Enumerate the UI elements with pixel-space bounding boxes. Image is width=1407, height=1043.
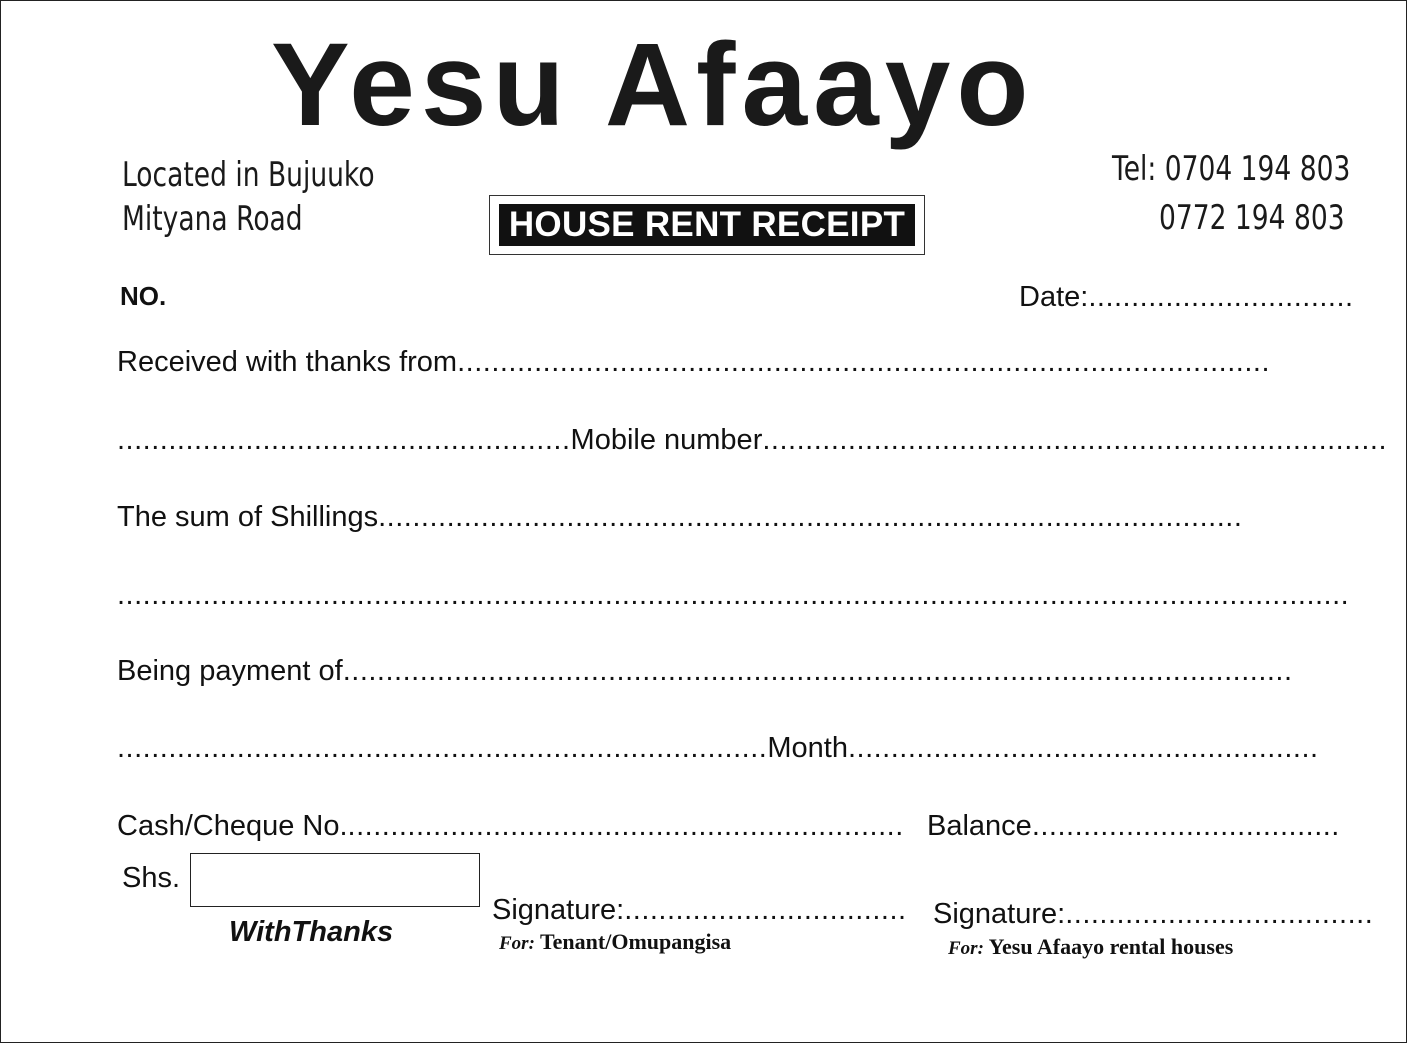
- address-line-1: Located in Bujuuko: [122, 155, 375, 195]
- received-from-field[interactable]: Received with thanks from...............................................................................................: [117, 346, 1271, 378]
- sum-shillings-continuation-field[interactable]: ................................................................................................................................................: [117, 579, 1350, 611]
- tenant-signature-field[interactable]: Signature:.................................: [492, 894, 907, 926]
- receipt-banner-frame: [489, 195, 925, 255]
- with-thanks-text: WithThanks: [229, 916, 394, 948]
- cash-cheque-field[interactable]: Cash/Cheque No..................................................................: [117, 810, 904, 842]
- tenant-for-label: For:: [499, 933, 535, 954]
- landlord-for-label: For:: [948, 938, 984, 959]
- sum-shillings-field[interactable]: The sum of Shillings.....................................................................................................: [117, 501, 1243, 533]
- payment-of-field[interactable]: Being payment of...............................................................................................................: [117, 655, 1293, 687]
- date-field[interactable]: Date:...............................: [1019, 281, 1354, 313]
- landlord-signature-label: Signature:: [933, 898, 1066, 930]
- month-field[interactable]: ............................................................................Month.......................................................: [117, 732, 1319, 764]
- received-from-label: Received with thanks from: [117, 346, 458, 378]
- balance-field[interactable]: Balance....................................: [927, 810, 1340, 842]
- landlord-caption: [948, 934, 1233, 960]
- tenant-name: Tenant/Omupangisa: [540, 929, 732, 954]
- cash-cheque-label: Cash/Cheque No.: [117, 810, 348, 842]
- telephone-line-1: Tel: 0704 194 803: [1112, 149, 1351, 189]
- telephone-line-2: 0772 194 803: [1159, 198, 1345, 238]
- balance-label: Balance: [927, 810, 1032, 842]
- sum-shillings-label: The sum of Shillings: [117, 501, 379, 533]
- landlord-name: Yesu Afaayo rental houses: [988, 934, 1234, 959]
- tenant-caption: [499, 929, 731, 955]
- shs-label: Shs.: [122, 862, 181, 894]
- receipt-banner: HOUSE RENT RECEIPT: [499, 204, 915, 246]
- mobile-number-label: Mobile number: [570, 424, 763, 456]
- business-title: Yesu Afaayo: [271, 19, 1035, 151]
- amount-box[interactable]: [190, 853, 480, 907]
- address-line-2: Mityana Road: [122, 199, 303, 239]
- month-label: Month: [767, 732, 848, 764]
- receipt-number-label: NO.: [120, 281, 167, 311]
- payment-of-label: Being payment of: [117, 655, 343, 687]
- tenant-signature-label: Signature:: [492, 894, 625, 926]
- date-label: Date:: [1019, 281, 1089, 313]
- landlord-signature-field[interactable]: Signature:....................................: [933, 898, 1374, 930]
- mobile-number-field[interactable]: .....................................................Mobile number.........................................................................: [117, 424, 1388, 456]
